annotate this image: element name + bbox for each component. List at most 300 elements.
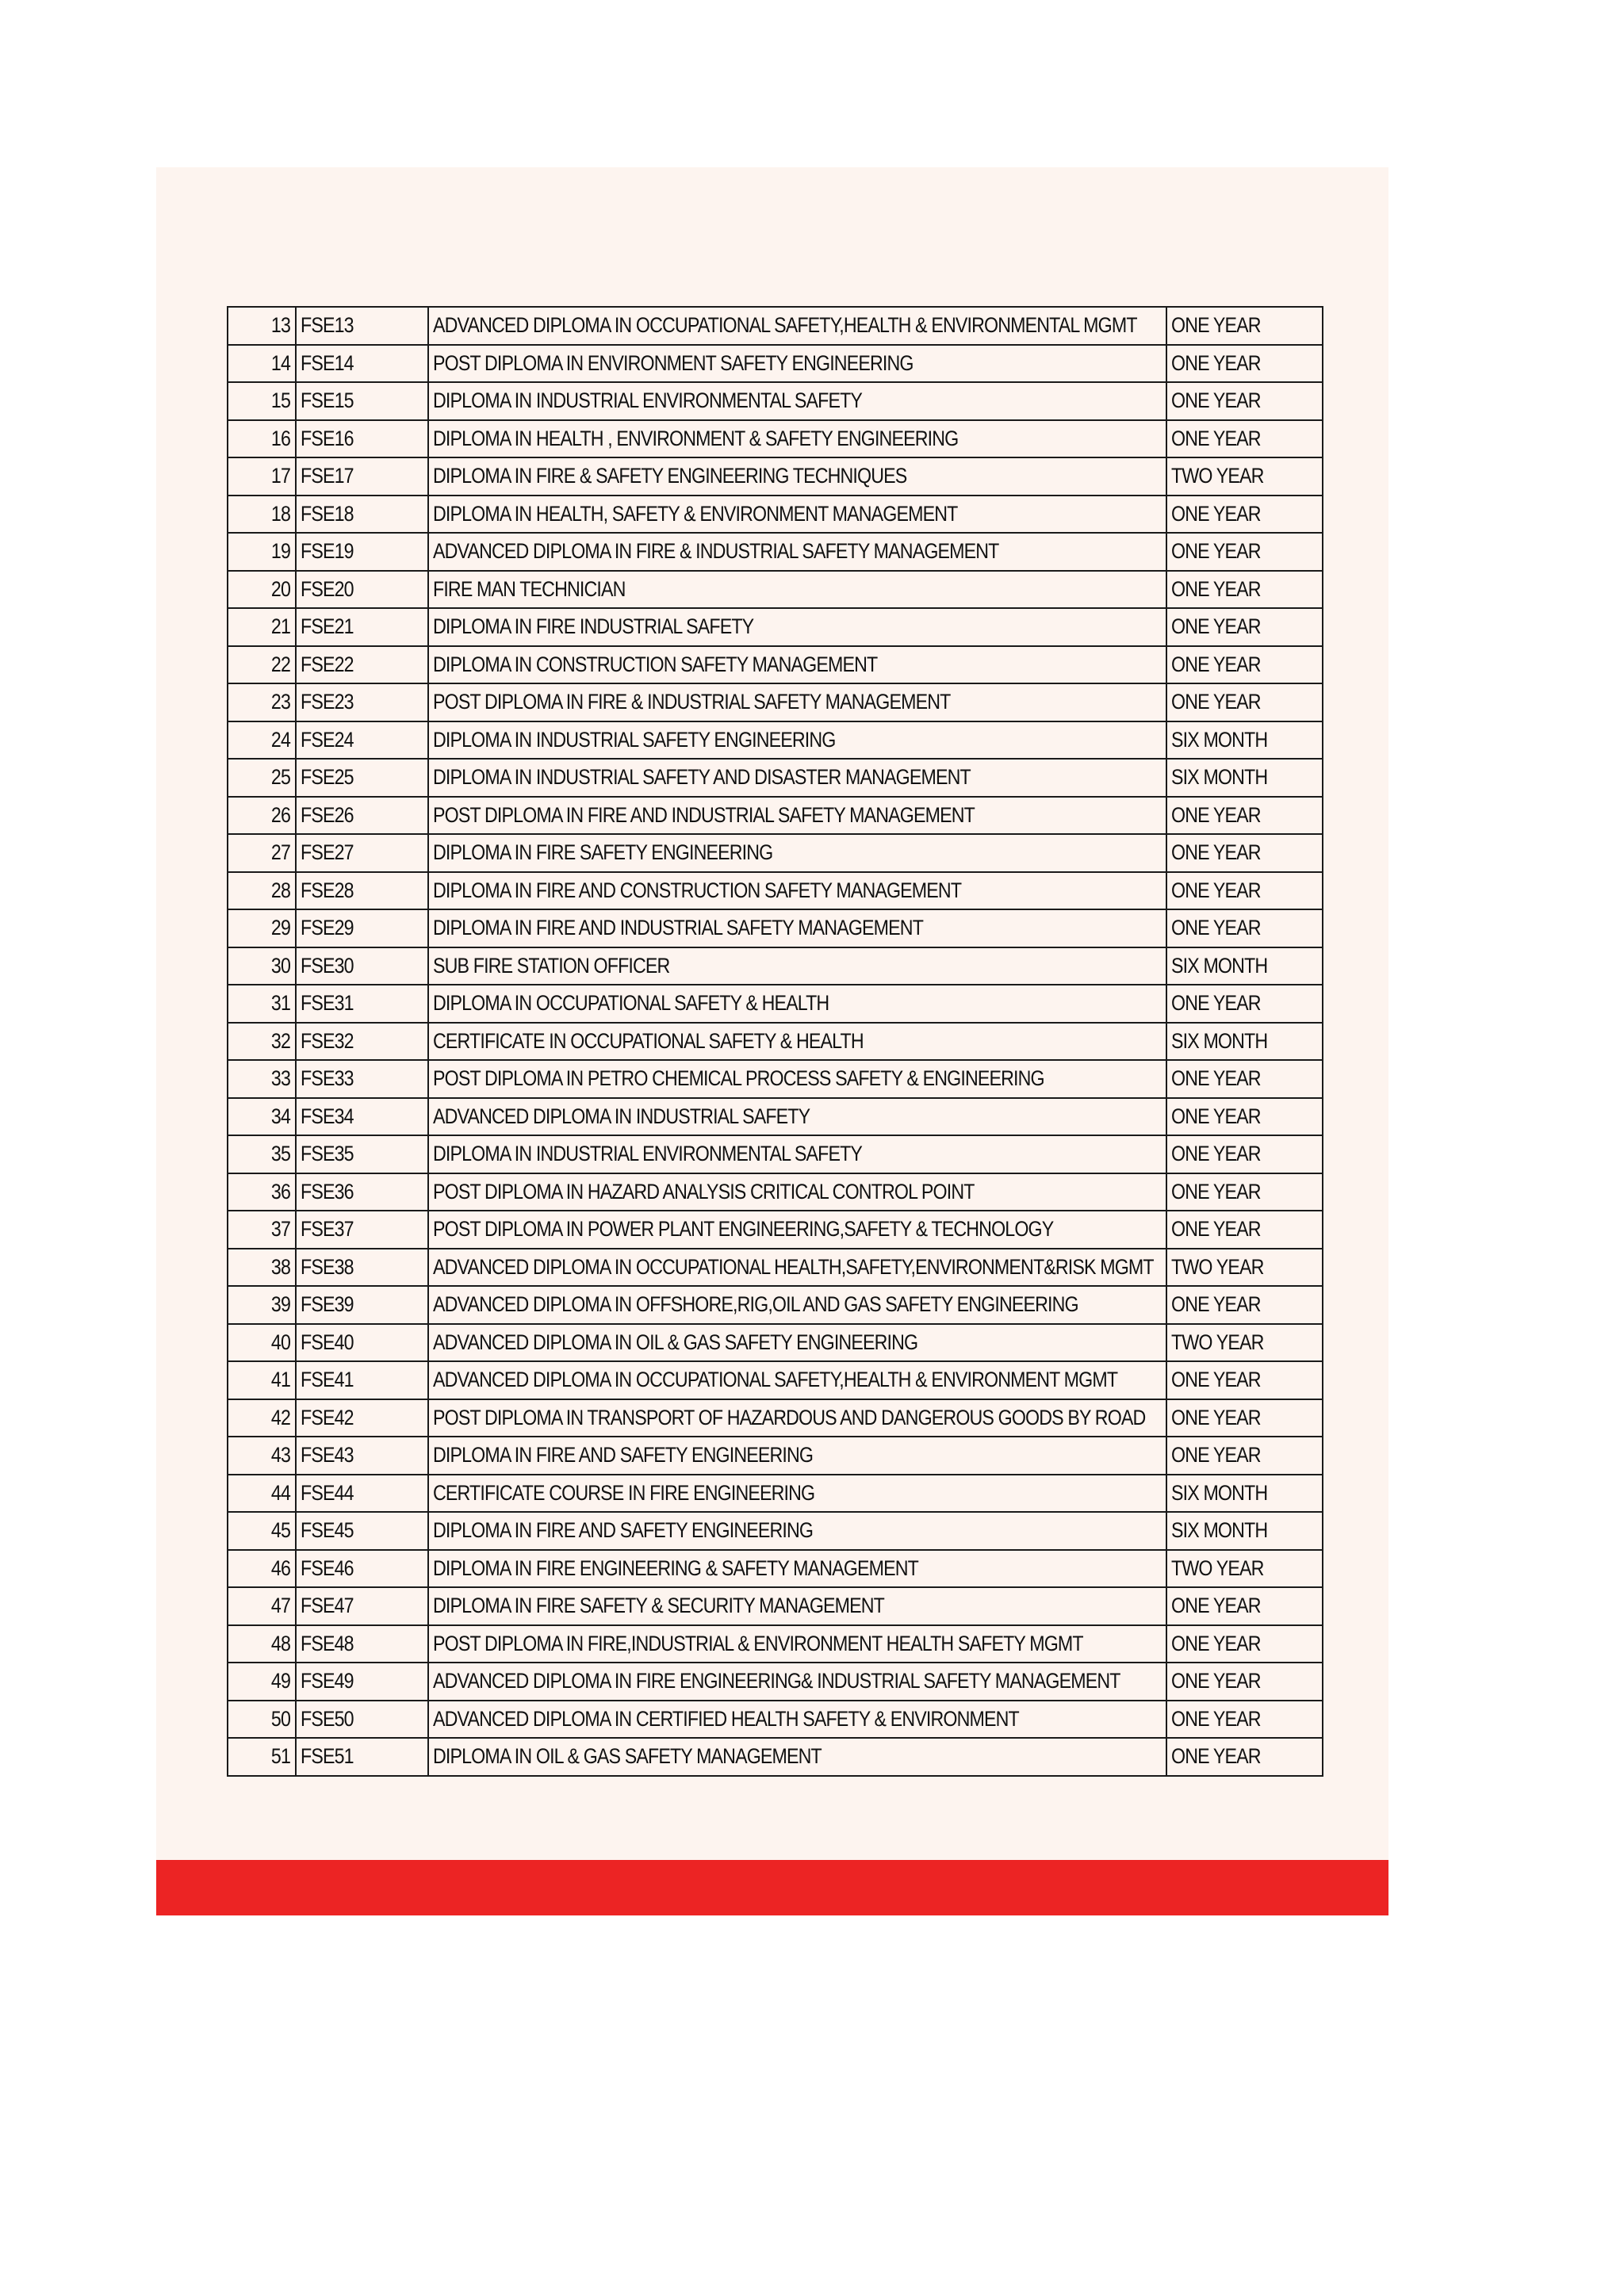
course-code-cell	[296, 1701, 428, 1739]
course-name-cell-text: ADVANCED DIPLOMA IN OIL & GAS SAFETY ENGINEERING	[433, 1330, 918, 1354]
course-code-cell-text: FSE42	[301, 1405, 354, 1429]
row-number-cell-text: 38	[270, 1254, 290, 1279]
row-number-cell	[228, 307, 296, 345]
row-number-cell-text: 31	[270, 991, 290, 1016]
course-code-cell-text: FSE43	[301, 1443, 354, 1468]
course-duration-cell-text: ONE YEAR	[1171, 1594, 1261, 1618]
course-duration-cell-text: ONE YEAR	[1171, 1405, 1261, 1429]
row-number-cell	[228, 909, 296, 947]
course-duration-cell	[1166, 571, 1323, 609]
course-name-cell	[428, 571, 1166, 609]
table-row	[228, 1173, 1323, 1211]
course-name-cell	[428, 457, 1166, 496]
course-name-cell-text: POST DIPLOMA IN POWER PLANT ENGINEERING,SAFETY & TECHNOLOGY	[433, 1217, 1054, 1242]
course-duration-cell-text: SIX MONTH	[1171, 1480, 1268, 1505]
course-code-cell-text: FSE39	[301, 1292, 354, 1317]
course-code-cell	[296, 947, 428, 985]
course-duration-cell	[1166, 947, 1323, 985]
course-name-cell-text: DIPLOMA IN FIRE & SAFETY ENGINEERING TECHNIQUES	[433, 464, 907, 488]
table-row	[228, 947, 1323, 985]
course-duration-cell	[1166, 382, 1323, 420]
course-duration-cell-text: ONE YEAR	[1171, 1443, 1261, 1468]
row-number-cell	[228, 721, 296, 760]
course-name-cell-text: DIPLOMA IN INDUSTRIAL SAFETY ENGINEERING	[433, 727, 836, 752]
course-code-cell	[296, 1738, 428, 1776]
course-duration-cell	[1166, 1324, 1323, 1362]
course-duration-cell-text: TWO YEAR	[1171, 1254, 1264, 1279]
table-row	[228, 345, 1323, 383]
course-code-cell	[296, 985, 428, 1023]
course-code-cell-text: FSE25	[301, 765, 354, 790]
row-number-cell	[228, 533, 296, 571]
row-number-cell	[228, 834, 296, 872]
course-name-cell	[428, 759, 1166, 797]
course-duration-cell-text: ONE YEAR	[1171, 690, 1261, 714]
table-row	[228, 496, 1323, 534]
course-name-cell	[428, 1437, 1166, 1475]
row-number-cell	[228, 608, 296, 646]
course-duration-cell-text: ONE YEAR	[1171, 426, 1261, 450]
course-code-cell-text: FSE49	[301, 1669, 354, 1693]
course-code-cell-text: FSE18	[301, 501, 354, 526]
course-name-cell-text: POST DIPLOMA IN FIRE,INDUSTRIAL & ENVIRONMENT HEALTH SAFETY MGMT	[433, 1631, 1083, 1655]
row-number-cell-text: 29	[270, 916, 290, 940]
table-row	[228, 683, 1323, 721]
course-code-cell-text: FSE30	[301, 953, 354, 978]
row-number-cell	[228, 1550, 296, 1588]
course-duration-cell-text: SIX MONTH	[1171, 1518, 1268, 1543]
course-code-cell	[296, 1361, 428, 1399]
row-number-cell	[228, 420, 296, 458]
row-number-cell	[228, 1098, 296, 1136]
row-number-cell	[228, 1512, 296, 1550]
course-duration-cell	[1166, 1173, 1323, 1211]
row-number-cell-text: 28	[270, 878, 290, 902]
course-duration-cell	[1166, 1550, 1323, 1588]
course-code-cell-text: FSE44	[301, 1480, 354, 1505]
course-duration-cell	[1166, 1211, 1323, 1249]
course-duration-cell	[1166, 759, 1323, 797]
table-row	[228, 872, 1323, 910]
course-duration-cell	[1166, 420, 1323, 458]
table-row	[228, 1512, 1323, 1550]
course-duration-cell	[1166, 1663, 1323, 1701]
row-number-cell-text: 34	[270, 1104, 290, 1128]
course-duration-cell	[1166, 1249, 1323, 1287]
course-code-cell	[296, 345, 428, 383]
table-row	[228, 382, 1323, 420]
row-number-cell	[228, 1023, 296, 1061]
course-code-cell-text: FSE41	[301, 1368, 354, 1392]
course-code-cell	[296, 1512, 428, 1550]
course-duration-cell-text: ONE YEAR	[1171, 1142, 1261, 1166]
course-name-cell	[428, 1060, 1166, 1098]
row-number-cell-text: 27	[270, 840, 290, 865]
course-name-cell-text: DIPLOMA IN FIRE AND SAFETY ENGINEERING	[433, 1443, 814, 1468]
row-number-cell	[228, 1286, 296, 1324]
row-number-cell	[228, 646, 296, 684]
course-duration-cell	[1166, 1587, 1323, 1625]
course-duration-cell-text: TWO YEAR	[1171, 1556, 1264, 1580]
course-duration-cell-text: ONE YEAR	[1171, 614, 1261, 639]
course-code-cell	[296, 1286, 428, 1324]
course-duration-cell	[1166, 1512, 1323, 1550]
row-number-cell	[228, 457, 296, 496]
course-code-cell-text: FSE27	[301, 840, 354, 865]
table-row	[228, 1738, 1323, 1776]
row-number-cell-text: 41	[270, 1368, 290, 1392]
course-name-cell	[428, 872, 1166, 910]
course-code-cell-text: FSE29	[301, 916, 354, 940]
row-number-cell-text: 47	[270, 1594, 290, 1618]
course-code-cell	[296, 1324, 428, 1362]
course-name-cell	[428, 307, 1166, 345]
row-number-cell	[228, 1738, 296, 1776]
course-duration-cell-text: ONE YEAR	[1171, 501, 1261, 526]
table-row	[228, 571, 1323, 609]
course-code-cell-text: FSE35	[301, 1142, 354, 1166]
table-row	[228, 1587, 1323, 1625]
row-number-cell-text: 50	[270, 1706, 290, 1731]
table-row	[228, 1023, 1323, 1061]
course-code-cell	[296, 457, 428, 496]
course-code-cell	[296, 1023, 428, 1061]
course-duration-cell	[1166, 1738, 1323, 1776]
course-code-cell	[296, 1587, 428, 1625]
row-number-cell-text: 43	[270, 1443, 290, 1468]
course-name-cell	[428, 721, 1166, 760]
row-number-cell	[228, 382, 296, 420]
course-code-cell	[296, 1550, 428, 1588]
course-name-cell-text: ADVANCED DIPLOMA IN OFFSHORE,RIG,OIL AND GAS SAFETY ENGINEERING	[433, 1292, 1078, 1317]
course-code-cell-text: FSE26	[301, 802, 354, 827]
table-row	[228, 1663, 1323, 1701]
row-number-cell-text: 14	[270, 350, 290, 375]
course-code-cell-text: FSE51	[301, 1744, 354, 1769]
course-code-cell	[296, 1399, 428, 1437]
course-duration-cell	[1166, 1701, 1323, 1739]
course-name-cell	[428, 1324, 1166, 1362]
course-name-cell	[428, 1286, 1166, 1324]
row-number-cell	[228, 1475, 296, 1513]
course-name-cell	[428, 1701, 1166, 1739]
row-number-cell-text: 15	[270, 388, 290, 413]
table-row	[228, 420, 1323, 458]
course-code-cell	[296, 1625, 428, 1663]
course-name-cell	[428, 1587, 1166, 1625]
course-name-cell	[428, 1475, 1166, 1513]
course-duration-cell-text: ONE YEAR	[1171, 991, 1261, 1016]
course-name-cell	[428, 420, 1166, 458]
row-number-cell-text: 23	[270, 690, 290, 714]
course-name-cell-text: FIRE MAN TECHNICIAN	[433, 576, 626, 601]
course-duration-cell	[1166, 1060, 1323, 1098]
table-row	[228, 1550, 1323, 1588]
table-row	[228, 759, 1323, 797]
course-table	[227, 306, 1323, 1777]
course-duration-cell	[1166, 1361, 1323, 1399]
course-code-cell	[296, 1475, 428, 1513]
row-number-cell	[228, 985, 296, 1023]
course-duration-cell	[1166, 533, 1323, 571]
course-code-cell-text: FSE33	[301, 1066, 354, 1091]
course-duration-cell-text: ONE YEAR	[1171, 652, 1261, 676]
course-name-cell-text: DIPLOMA IN HEALTH , ENVIRONMENT & SAFETY ENGINEERING	[433, 426, 959, 450]
course-code-cell-text: FSE24	[301, 727, 354, 752]
row-number-cell-text: 13	[270, 313, 290, 338]
course-duration-cell	[1166, 721, 1323, 760]
course-code-cell-text: FSE48	[301, 1631, 354, 1655]
course-duration-cell-text: ONE YEAR	[1171, 916, 1261, 940]
course-name-cell	[428, 608, 1166, 646]
row-number-cell-text: 49	[270, 1669, 290, 1693]
course-name-cell	[428, 683, 1166, 721]
course-duration-cell-text: TWO YEAR	[1171, 1330, 1264, 1354]
course-duration-cell-text: ONE YEAR	[1171, 1368, 1261, 1392]
course-code-cell-text: FSE40	[301, 1330, 354, 1354]
table-row	[228, 1701, 1323, 1739]
course-name-cell-text: ADVANCED DIPLOMA IN INDUSTRIAL SAFETY	[433, 1104, 810, 1128]
course-duration-cell-text: ONE YEAR	[1171, 1179, 1261, 1203]
row-number-cell-text: 17	[270, 464, 290, 488]
table-row	[228, 1324, 1323, 1362]
course-name-cell	[428, 345, 1166, 383]
row-number-cell	[228, 1663, 296, 1701]
course-duration-cell	[1166, 1286, 1323, 1324]
course-name-cell	[428, 1361, 1166, 1399]
course-duration-cell	[1166, 608, 1323, 646]
course-code-cell	[296, 1663, 428, 1701]
course-code-cell	[296, 1173, 428, 1211]
course-duration-cell	[1166, 834, 1323, 872]
course-duration-cell-text: ONE YEAR	[1171, 840, 1261, 865]
course-duration-cell	[1166, 307, 1323, 345]
course-name-cell-text: DIPLOMA IN FIRE AND CONSTRUCTION SAFETY MANAGEMENT	[433, 878, 962, 902]
course-name-cell	[428, 1098, 1166, 1136]
course-name-cell-text: DIPLOMA IN INDUSTRIAL SAFETY AND DISASTER MANAGEMENT	[433, 765, 971, 790]
course-name-cell-text: ADVANCED DIPLOMA IN CERTIFIED HEALTH SAFETY & ENVIRONMENT	[433, 1706, 1019, 1731]
table-row	[228, 1437, 1323, 1475]
row-number-cell-text: 22	[270, 652, 290, 676]
course-name-cell	[428, 382, 1166, 420]
row-number-cell-text: 30	[270, 953, 290, 978]
course-duration-cell	[1166, 496, 1323, 534]
table-row	[228, 608, 1323, 646]
course-code-cell-text: FSE45	[301, 1518, 354, 1543]
course-duration-cell	[1166, 797, 1323, 835]
course-name-cell	[428, 1023, 1166, 1061]
course-code-cell	[296, 382, 428, 420]
course-code-cell-text: FSE37	[301, 1217, 354, 1242]
course-code-cell-text: FSE34	[301, 1104, 354, 1128]
course-duration-cell	[1166, 872, 1323, 910]
course-code-cell	[296, 533, 428, 571]
course-name-cell	[428, 1512, 1166, 1550]
course-code-cell-text: FSE17	[301, 464, 354, 488]
table-row	[228, 1625, 1323, 1663]
course-name-cell-text: POST DIPLOMA IN HAZARD ANALYSIS CRITICAL CONTROL POINT	[433, 1179, 975, 1203]
course-duration-cell	[1166, 1135, 1323, 1173]
course-duration-cell-text: ONE YEAR	[1171, 1631, 1261, 1655]
course-name-cell	[428, 1173, 1166, 1211]
course-code-cell	[296, 1098, 428, 1136]
course-duration-cell	[1166, 1437, 1323, 1475]
course-name-cell-text: ADVANCED DIPLOMA IN OCCUPATIONAL HEALTH,SAFETY,ENVIRONMENT&RISK MGMT	[433, 1254, 1154, 1279]
table-row	[228, 533, 1323, 571]
course-duration-cell-text: ONE YEAR	[1171, 576, 1261, 601]
table-row	[228, 1098, 1323, 1136]
course-duration-cell-text: ONE YEAR	[1171, 539, 1261, 564]
table-row	[228, 985, 1323, 1023]
table-row	[228, 721, 1323, 760]
course-name-cell-text: ADVANCED DIPLOMA IN FIRE & INDUSTRIAL SAFETY MANAGEMENT	[433, 539, 999, 564]
course-name-cell	[428, 496, 1166, 534]
row-number-cell	[228, 571, 296, 609]
table-row	[228, 1286, 1323, 1324]
row-number-cell-text: 32	[270, 1028, 290, 1053]
course-code-cell	[296, 1135, 428, 1173]
table-row	[228, 1211, 1323, 1249]
course-code-cell	[296, 759, 428, 797]
row-number-cell	[228, 1211, 296, 1249]
course-code-cell	[296, 1211, 428, 1249]
course-code-cell-text: FSE31	[301, 991, 354, 1016]
course-name-cell-text: DIPLOMA IN FIRE AND INDUSTRIAL SAFETY MANAGEMENT	[433, 916, 924, 940]
course-code-cell-text: FSE21	[301, 614, 354, 639]
course-duration-cell	[1166, 1625, 1323, 1663]
course-name-cell-text: POST DIPLOMA IN TRANSPORT OF HAZARDOUS AND DANGEROUS GOODS BY ROAD	[433, 1405, 1146, 1429]
course-code-cell	[296, 797, 428, 835]
course-code-cell	[296, 307, 428, 345]
row-number-cell-text: 46	[270, 1556, 290, 1580]
course-code-cell-text: FSE46	[301, 1556, 354, 1580]
course-code-cell-text: FSE23	[301, 690, 354, 714]
row-number-cell-text: 44	[270, 1480, 290, 1505]
table-row	[228, 909, 1323, 947]
row-number-cell	[228, 872, 296, 910]
row-number-cell	[228, 1399, 296, 1437]
course-name-cell-text: DIPLOMA IN FIRE ENGINEERING & SAFETY MANAGEMENT	[433, 1556, 918, 1580]
table-row	[228, 1060, 1323, 1098]
course-name-cell-text: POST DIPLOMA IN FIRE AND INDUSTRIAL SAFETY MANAGEMENT	[433, 802, 975, 827]
row-number-cell	[228, 1437, 296, 1475]
course-name-cell	[428, 1625, 1166, 1663]
row-number-cell	[228, 496, 296, 534]
course-duration-cell-text: ONE YEAR	[1171, 878, 1261, 902]
course-name-cell	[428, 909, 1166, 947]
course-name-cell-text: DIPLOMA IN CONSTRUCTION SAFETY MANAGEMENT	[433, 652, 878, 676]
course-name-cell-text: SUB FIRE STATION OFFICER	[433, 953, 670, 978]
course-name-cell-text: DIPLOMA IN HEALTH, SAFETY & ENVIRONMENT MANAGEMENT	[433, 501, 958, 526]
row-number-cell-text: 21	[270, 614, 290, 639]
course-duration-cell	[1166, 1023, 1323, 1061]
course-code-cell	[296, 608, 428, 646]
course-name-cell	[428, 533, 1166, 571]
course-name-cell-text: ADVANCED DIPLOMA IN OCCUPATIONAL SAFETY,HEALTH & ENVIRONMENTAL MGMT	[433, 313, 1137, 338]
course-name-cell	[428, 1249, 1166, 1287]
row-number-cell	[228, 1625, 296, 1663]
table-row	[228, 457, 1323, 496]
course-name-cell-text: CERTIFICATE COURSE IN FIRE ENGINEERING	[433, 1480, 815, 1505]
footer-red-band	[156, 1860, 1388, 1915]
row-number-cell-text: 45	[270, 1518, 290, 1543]
course-code-cell	[296, 1060, 428, 1098]
course-table-body	[228, 307, 1323, 1776]
row-number-cell-text: 25	[270, 765, 290, 790]
course-name-cell-text: ADVANCED DIPLOMA IN FIRE ENGINEERING& INDUSTRIAL SAFETY MANAGEMENT	[433, 1669, 1120, 1693]
course-name-cell-text: DIPLOMA IN OIL & GAS SAFETY MANAGEMENT	[433, 1744, 822, 1769]
course-duration-cell	[1166, 1399, 1323, 1437]
course-duration-cell	[1166, 345, 1323, 383]
course-duration-cell-text: ONE YEAR	[1171, 1066, 1261, 1091]
course-name-cell-text: DIPLOMA IN INDUSTRIAL ENVIRONMENTAL SAFETY	[433, 388, 863, 413]
row-number-cell	[228, 947, 296, 985]
table-row	[228, 834, 1323, 872]
course-code-cell-text: FSE36	[301, 1179, 354, 1203]
course-name-cell	[428, 1211, 1166, 1249]
course-name-cell-text: ADVANCED DIPLOMA IN OCCUPATIONAL SAFETY,HEALTH & ENVIRONMENT MGMT	[433, 1368, 1118, 1392]
row-number-cell-text: 51	[270, 1744, 290, 1769]
row-number-cell	[228, 345, 296, 383]
row-number-cell	[228, 1587, 296, 1625]
course-name-cell	[428, 947, 1166, 985]
course-duration-cell-text: SIX MONTH	[1171, 1028, 1268, 1053]
course-name-cell-text: DIPLOMA IN FIRE AND SAFETY ENGINEERING	[433, 1518, 814, 1543]
course-code-cell-text: FSE15	[301, 388, 354, 413]
row-number-cell-text: 40	[270, 1330, 290, 1354]
row-number-cell	[228, 1060, 296, 1098]
course-code-cell	[296, 571, 428, 609]
table-row	[228, 1399, 1323, 1437]
row-number-cell-text: 48	[270, 1631, 290, 1655]
course-code-cell-text: FSE47	[301, 1594, 354, 1618]
course-code-cell	[296, 909, 428, 947]
course-code-cell	[296, 420, 428, 458]
course-name-cell-text: POST DIPLOMA IN PETRO CHEMICAL PROCESS SAFETY & ENGINEERING	[433, 1066, 1044, 1091]
row-number-cell	[228, 1361, 296, 1399]
course-duration-cell	[1166, 909, 1323, 947]
row-number-cell	[228, 797, 296, 835]
course-name-cell-text: POST DIPLOMA IN ENVIRONMENT SAFETY ENGINEERING	[433, 350, 914, 375]
table-row	[228, 1361, 1323, 1399]
course-name-cell	[428, 646, 1166, 684]
course-code-cell	[296, 646, 428, 684]
row-number-cell-text: 26	[270, 802, 290, 827]
course-code-cell-text: FSE19	[301, 539, 354, 564]
course-duration-cell-text: ONE YEAR	[1171, 1104, 1261, 1128]
course-duration-cell-text: TWO YEAR	[1171, 464, 1264, 488]
row-number-cell	[228, 759, 296, 797]
course-duration-cell-text: ONE YEAR	[1171, 350, 1261, 375]
course-duration-cell	[1166, 683, 1323, 721]
course-duration-cell-text: ONE YEAR	[1171, 802, 1261, 827]
course-name-cell-text: DIPLOMA IN FIRE INDUSTRIAL SAFETY	[433, 614, 754, 639]
course-code-cell	[296, 683, 428, 721]
course-name-cell-text: CERTIFICATE IN OCCUPATIONAL SAFETY & HEALTH	[433, 1028, 864, 1053]
course-code-cell	[296, 834, 428, 872]
course-name-cell	[428, 1738, 1166, 1776]
course-name-cell-text: DIPLOMA IN INDUSTRIAL ENVIRONMENTAL SAFETY	[433, 1142, 863, 1166]
course-name-cell	[428, 797, 1166, 835]
course-name-cell	[428, 985, 1166, 1023]
course-duration-cell-text: ONE YEAR	[1171, 1669, 1261, 1693]
course-duration-cell-text: ONE YEAR	[1171, 1217, 1261, 1242]
course-code-cell-text: FSE28	[301, 878, 354, 902]
table-row	[228, 1135, 1323, 1173]
row-number-cell-text: 36	[270, 1179, 290, 1203]
row-number-cell	[228, 1701, 296, 1739]
course-name-cell	[428, 1135, 1166, 1173]
